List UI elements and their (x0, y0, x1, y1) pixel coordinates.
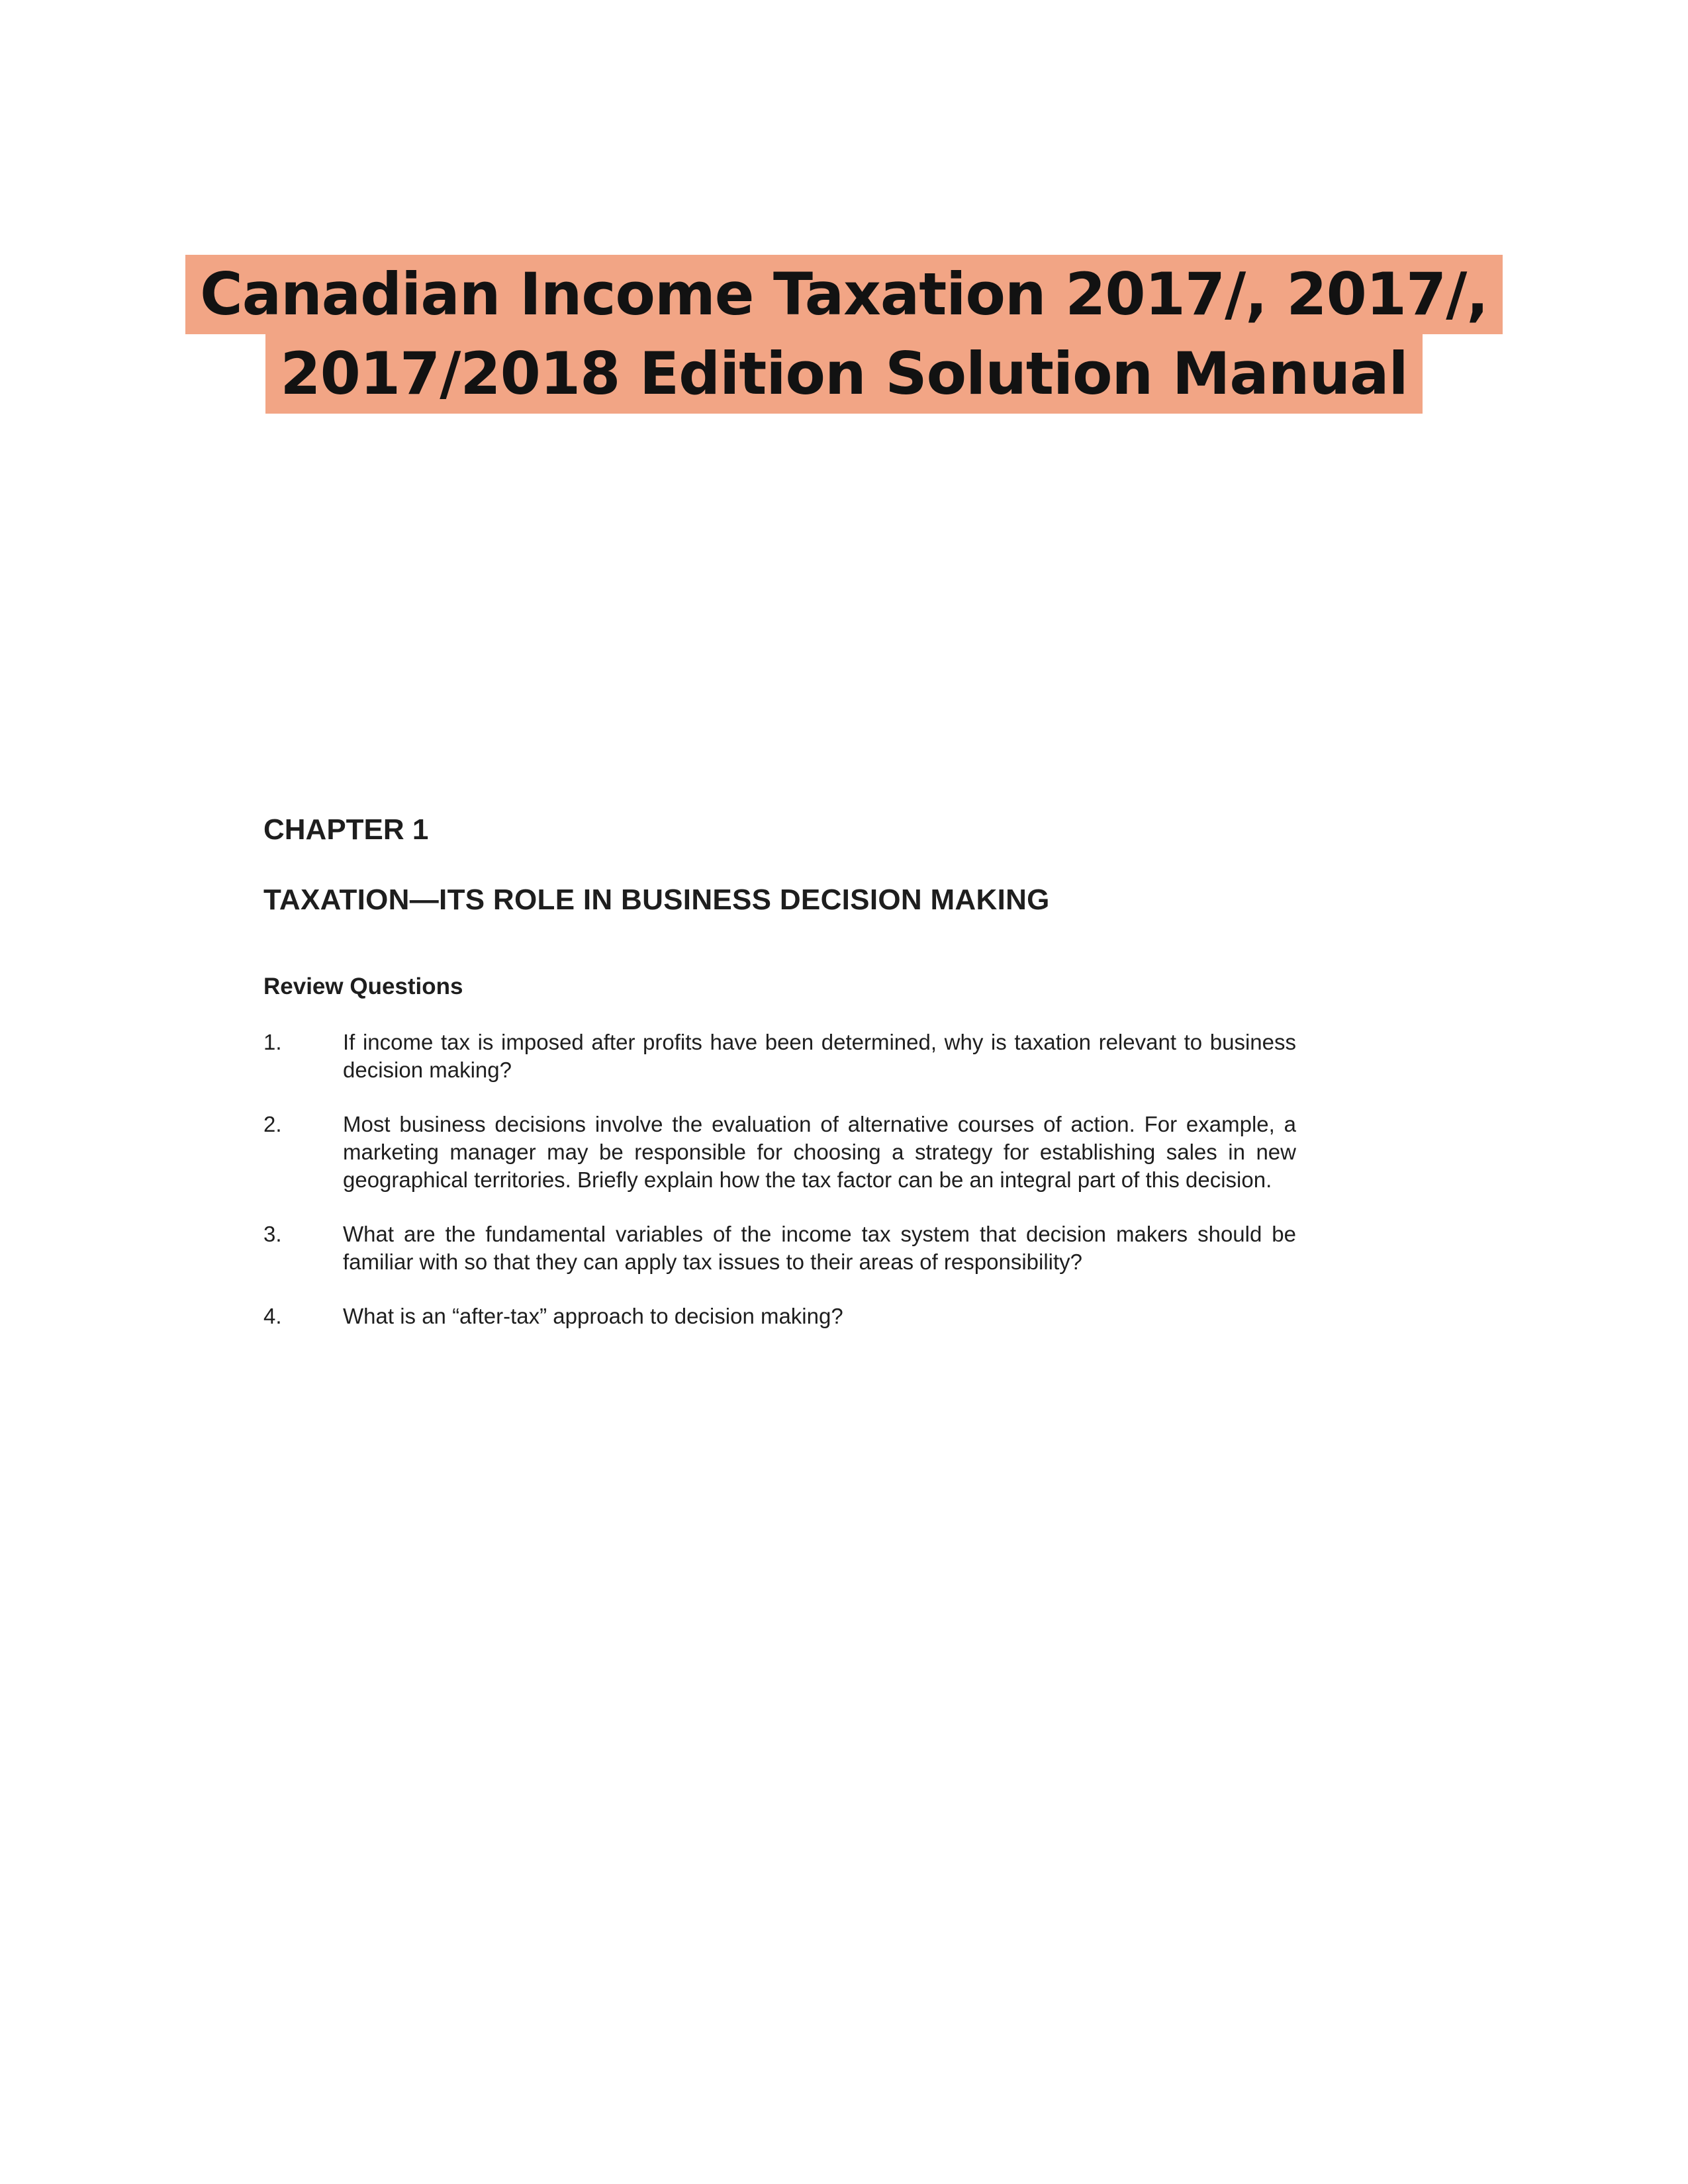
question-text: If income tax is imposed after profits have been determined, why is taxation relevant to business decision making? (343, 1030, 1296, 1082)
question-number: 2. (263, 1112, 282, 1136)
chapter-label: CHAPTER 1 (263, 813, 429, 846)
chapter-page-image (263, 813, 1296, 1357)
review-questions-heading: Review Questions (263, 974, 463, 999)
document-title (0, 255, 1688, 414)
question-item (263, 1028, 1296, 1084)
title-line-2: 2017/2018 Edition Solution Manual (265, 334, 1422, 414)
question-text: Most business decisions involve the evaluation of alternative courses of action. For example, a marketing manager may be responsible for choosing a strategy for establishing sales in new geographical territories. Briefly explain how the tax factor can be an integral part of this decision. (343, 1112, 1296, 1192)
title-line-1: Canadian Income Taxation 2017/, 2017/, (185, 255, 1503, 334)
question-item (263, 1302, 1296, 1330)
chapter-title: TAXATION—ITS ROLE IN BUSINESS DECISION MAKING (263, 884, 1050, 916)
question-item (263, 1220, 1296, 1276)
question-text: What are the fundamental variables of the income tax system that decision makers should be familiar with so that they can apply tax issues to their areas of responsibility? (343, 1222, 1296, 1274)
question-list (263, 1028, 1296, 1330)
question-number: 3. (263, 1222, 282, 1246)
question-number: 1. (263, 1030, 282, 1054)
question-text: What is an “after-tax” approach to decision making? (343, 1304, 843, 1328)
question-item (263, 1111, 1296, 1194)
question-number: 4. (263, 1304, 282, 1328)
